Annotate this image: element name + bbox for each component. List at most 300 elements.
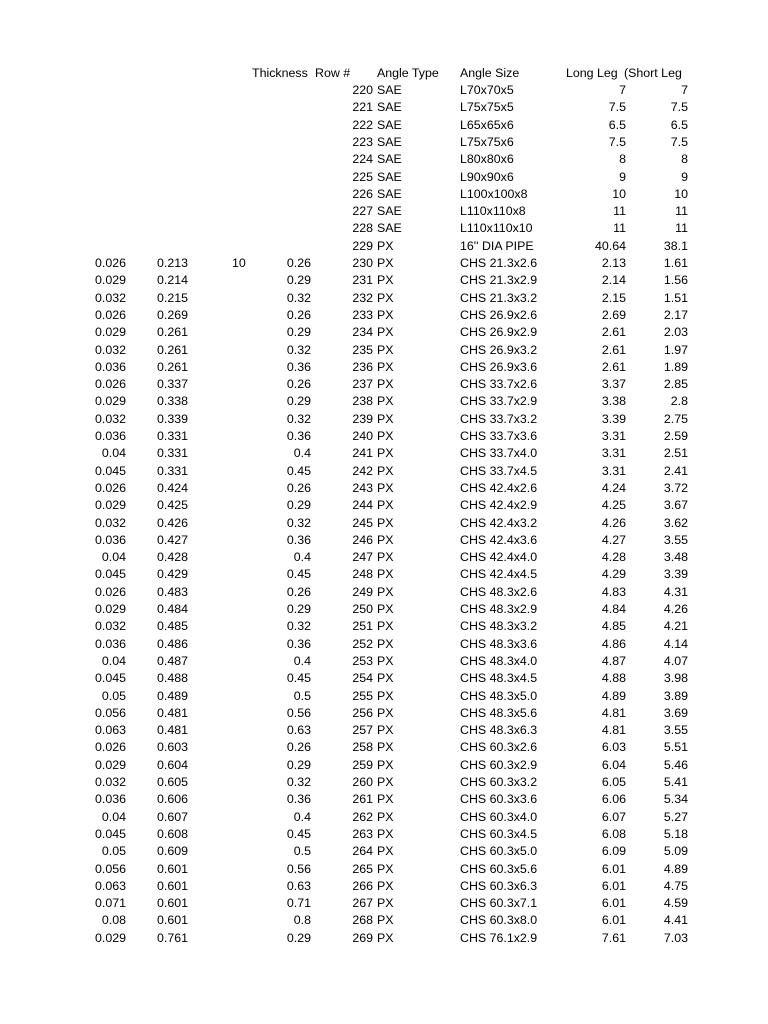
long-leg-cell: 6.01 [601, 861, 626, 876]
angle-type-cell: PX [377, 515, 394, 530]
angle-size-cell: CHS 60.3x3.6 [460, 792, 538, 807]
table-row [0, 705, 768, 722]
row-number-cell: 220 [352, 83, 373, 97]
angle-type-cell: PX [377, 584, 394, 599]
table-row [0, 930, 768, 947]
row-number-cell: 234 [352, 325, 373, 340]
thickness-cell: 0.4 [293, 653, 311, 668]
angle-type-cell: PX [377, 307, 394, 322]
angle-type-cell: PX [377, 480, 394, 495]
table-row [0, 376, 768, 393]
angle-type-cell: PX [377, 653, 394, 668]
col-a-cell: 0.029 [94, 757, 126, 772]
row-number-cell: 222 [352, 117, 373, 132]
short-leg-cell: 3.62 [663, 515, 688, 530]
row-number-cell: 259 [352, 757, 373, 772]
long-leg-cell: 3.39 [601, 411, 626, 426]
table-row [0, 151, 768, 168]
angle-size-cell: 16'' DIA PIPE [460, 238, 534, 253]
table-row [0, 463, 768, 480]
short-leg-cell: 7.5 [670, 100, 688, 115]
col-a-cell: 0.056 [94, 861, 126, 876]
angle-type-cell: PX [377, 792, 394, 807]
col-a-cell: 0.04 [101, 653, 126, 668]
col-a-cell: 0.029 [94, 273, 126, 288]
table-row [0, 584, 768, 601]
short-leg-cell: 3.48 [663, 550, 688, 565]
angle-size-cell: CHS 42.4x3.2 [460, 515, 538, 530]
thickness-cell: 0.29 [286, 498, 311, 513]
short-leg-cell: 4.89 [663, 861, 688, 876]
long-leg-cell: 4.24 [601, 480, 626, 495]
table-row [0, 169, 768, 186]
long-leg-cell: 6.04 [601, 757, 626, 772]
short-leg-cell: 2.85 [663, 377, 688, 392]
col-a-cell: 0.032 [94, 515, 126, 530]
table-row [0, 722, 768, 739]
col-b-cell: 0.607 [156, 809, 188, 824]
thickness-cell: 0.45 [286, 826, 311, 841]
col-b-cell: 0.331 [156, 446, 188, 461]
row-number-cell: 239 [352, 411, 373, 426]
long-leg-cell: 6.03 [601, 740, 626, 755]
row-number-cell: 246 [352, 532, 373, 547]
table-row [0, 134, 768, 151]
col-a-cell: 0.04 [101, 809, 126, 824]
col-a-cell: 0.08 [101, 913, 126, 928]
long-leg-cell: 4.25 [601, 498, 626, 513]
table-row [0, 290, 768, 307]
angle-size-cell: CHS 42.4x2.9 [460, 498, 538, 513]
angle-size-cell: CHS 26.9x3.6 [460, 359, 538, 374]
short-leg-cell: 4.21 [663, 619, 688, 634]
thickness-cell: 0.32 [286, 290, 311, 305]
angle-type-cell: PX [377, 619, 394, 634]
col-c-cell: 10 [232, 256, 246, 270]
col-b-cell: 0.601 [156, 861, 188, 876]
short-leg-cell: 3.72 [663, 480, 688, 495]
row-number-cell: 267 [352, 896, 373, 911]
col-a-cell: 0.036 [94, 792, 126, 807]
long-leg-cell: 6.5 [608, 117, 626, 132]
angle-type-cell: PX [377, 273, 394, 288]
angle-size-cell: CHS 60.3x8.0 [460, 913, 538, 928]
table-row [0, 342, 768, 359]
angle-type-cell: PX [377, 394, 394, 409]
angle-size-cell: CHS 33.7x3.2 [460, 411, 538, 426]
angle-size-cell: L110x110x10 [460, 221, 533, 236]
long-leg-cell: 4.83 [601, 584, 626, 599]
angle-type-cell: PX [377, 359, 394, 374]
row-number-cell: 232 [352, 290, 373, 305]
table-row [0, 809, 768, 826]
col-a-cell: 0.026 [94, 256, 126, 270]
long-leg-cell: 4.81 [601, 705, 626, 720]
thickness-cell: 0.36 [286, 636, 311, 651]
row-number-cell: 223 [352, 134, 373, 149]
table-row [0, 791, 768, 808]
col-b-cell: 0.331 [156, 463, 188, 478]
angle-size-cell: CHS 60.3x5.6 [460, 861, 538, 876]
long-leg-cell: 4.89 [601, 688, 626, 703]
angle-type-cell: PX [377, 532, 394, 547]
short-leg-cell: 4.41 [663, 913, 688, 928]
angle-type-cell: PX [377, 602, 394, 616]
col-b-cell: 0.606 [156, 792, 188, 807]
angle-size-cell: L65x65x6 [460, 117, 514, 132]
long-leg-cell: 6.05 [601, 775, 626, 789]
table-row [0, 774, 768, 791]
short-leg-cell: 5.51 [663, 740, 688, 755]
col-b-cell: 0.481 [156, 705, 188, 720]
col-b-cell: 0.608 [156, 826, 188, 841]
angle-type-cell: SAE [377, 204, 402, 219]
angle-size-cell: CHS 48.3x3.2 [460, 619, 538, 634]
row-number-cell: 265 [352, 861, 373, 876]
col-a-cell: 0.032 [94, 411, 126, 426]
table-row [0, 843, 768, 860]
long-leg-cell: 4.28 [601, 550, 626, 565]
col-b-cell: 0.424 [156, 480, 188, 495]
col-a-cell: 0.036 [94, 429, 126, 443]
col-b-cell: 0.609 [156, 844, 188, 859]
col-a-cell: 0.026 [94, 480, 126, 495]
row-number-cell: 269 [352, 930, 373, 945]
short-leg-cell: 2.41 [663, 463, 688, 478]
angle-size-cell: CHS 60.3x4.0 [460, 809, 538, 824]
col-b-cell: 0.481 [156, 723, 188, 738]
row-number-cell: 241 [352, 446, 373, 461]
angle-type-cell: PX [377, 930, 394, 945]
col-a-cell: 0.063 [94, 723, 126, 738]
table-row [0, 307, 768, 324]
long-leg-cell: 8 [619, 152, 626, 167]
col-b-cell: 0.337 [156, 377, 188, 392]
short-leg-cell: 1.56 [663, 273, 688, 288]
header-angle-type: Angle Type [377, 66, 439, 80]
angle-size-cell: L110x110x8 [460, 204, 526, 219]
angle-size-cell: CHS 60.3x6.3 [460, 878, 538, 893]
angle-size-cell: CHS 26.9x2.6 [460, 307, 538, 322]
angle-size-cell: CHS 42.4x4.0 [460, 550, 538, 565]
angle-type-cell: PX [377, 377, 394, 392]
col-b-cell: 0.261 [156, 325, 188, 340]
angle-type-cell: PX [377, 757, 394, 772]
col-b-cell: 0.601 [156, 913, 188, 928]
col-b-cell: 0.261 [156, 359, 188, 374]
col-a-cell: 0.026 [94, 740, 126, 755]
thickness-cell: 0.32 [286, 411, 311, 426]
long-leg-cell: 4.29 [601, 567, 626, 582]
col-a-cell: 0.029 [94, 602, 126, 616]
row-number-cell: 237 [352, 377, 373, 392]
col-a-cell: 0.045 [94, 463, 126, 478]
angle-type-cell: PX [377, 342, 394, 357]
angle-type-cell: PX [377, 723, 394, 738]
angle-type-cell: PX [377, 688, 394, 703]
row-number-cell: 221 [352, 100, 373, 115]
angle-type-cell: PX [377, 636, 394, 651]
thickness-cell: 0.29 [286, 273, 311, 288]
col-a-cell: 0.05 [101, 844, 126, 859]
table-row [0, 670, 768, 687]
thickness-cell: 0.56 [286, 861, 311, 876]
thickness-cell: 0.45 [286, 671, 311, 686]
short-leg-cell: 8 [681, 152, 688, 167]
long-leg-cell: 2.69 [601, 307, 626, 322]
col-a-cell: 0.045 [94, 671, 126, 686]
angle-size-cell: CHS 33.7x2.9 [460, 394, 538, 409]
row-number-cell: 235 [352, 342, 373, 357]
table-row [0, 549, 768, 566]
long-leg-cell: 2.61 [601, 325, 626, 340]
thickness-cell: 0.5 [293, 844, 311, 859]
row-number-cell: 240 [352, 429, 373, 443]
row-number-cell: 263 [352, 826, 373, 841]
col-a-cell: 0.032 [94, 775, 126, 789]
row-number-cell: 252 [352, 636, 373, 651]
thickness-cell: 0.29 [286, 757, 311, 772]
row-number-cell: 225 [352, 169, 373, 184]
short-leg-cell: 7.5 [670, 134, 688, 149]
table-row [0, 203, 768, 220]
col-a-cell: 0.032 [94, 342, 126, 357]
row-number-cell: 224 [352, 152, 373, 167]
short-leg-cell: 6.5 [670, 117, 688, 132]
thickness-cell: 0.8 [293, 913, 311, 928]
col-b-cell: 0.601 [156, 896, 188, 911]
table-row [0, 99, 768, 116]
table-row [0, 272, 768, 289]
table-row [0, 428, 768, 445]
short-leg-cell: 4.26 [663, 602, 688, 616]
row-number-cell: 227 [352, 204, 373, 219]
long-leg-cell: 2.13 [601, 256, 626, 270]
angle-type-cell: PX [377, 844, 394, 859]
col-a-cell: 0.045 [94, 567, 126, 582]
short-leg-cell: 4.14 [663, 636, 688, 651]
header-row [0, 65, 768, 82]
angle-type-cell: PX [377, 498, 394, 513]
angle-type-cell: PX [377, 809, 394, 824]
col-b-cell: 0.426 [156, 515, 188, 530]
col-b-cell: 0.269 [156, 307, 188, 322]
row-number-cell: 255 [352, 688, 373, 703]
header-long-leg: Long Leg [566, 66, 618, 80]
row-number-cell: 247 [352, 550, 373, 565]
long-leg-cell: 6.01 [601, 878, 626, 893]
thickness-cell: 0.4 [293, 809, 311, 824]
angle-type-cell: PX [377, 446, 394, 461]
long-leg-cell: 4.26 [601, 515, 626, 530]
row-number-cell: 262 [352, 809, 373, 824]
thickness-cell: 0.4 [293, 446, 311, 461]
thickness-cell: 0.71 [286, 896, 311, 911]
thickness-cell: 0.29 [286, 325, 311, 340]
long-leg-cell: 7.5 [608, 134, 626, 149]
col-b-cell: 0.214 [156, 273, 188, 288]
short-leg-cell: 3.55 [663, 532, 688, 547]
angle-size-cell: CHS 21.3x2.6 [460, 256, 538, 270]
table-row [0, 532, 768, 549]
angle-size-cell: L75x75x5 [460, 100, 514, 115]
thickness-cell: 0.32 [286, 619, 311, 634]
short-leg-cell: 38.1 [663, 238, 688, 253]
short-leg-cell: 2.03 [663, 325, 688, 340]
col-a-cell: 0.04 [101, 446, 126, 461]
col-a-cell: 0.029 [94, 930, 126, 945]
angle-size-cell: CHS 33.7x4.5 [460, 463, 538, 478]
long-leg-cell: 3.31 [601, 463, 626, 478]
angle-size-cell: L90x90x6 [460, 169, 514, 184]
angle-size-cell: CHS 26.9x3.2 [460, 342, 538, 357]
long-leg-cell: 4.81 [601, 723, 626, 738]
row-number-cell: 228 [352, 221, 373, 236]
thickness-cell: 0.63 [286, 723, 311, 738]
long-leg-cell: 4.27 [601, 532, 626, 547]
row-number-cell: 226 [352, 186, 373, 201]
table-row [0, 255, 768, 272]
row-number-cell: 233 [352, 307, 373, 322]
thickness-cell: 0.29 [286, 602, 311, 616]
thickness-cell: 0.45 [286, 567, 311, 582]
angle-type-cell: PX [377, 429, 394, 443]
short-leg-cell: 1.97 [663, 342, 688, 357]
angle-type-cell: PX [377, 878, 394, 893]
row-number-cell: 229 [352, 238, 373, 253]
short-leg-cell: 1.61 [663, 256, 688, 270]
angle-type-cell: PX [377, 411, 394, 426]
angle-size-cell: CHS 48.3x5.6 [460, 705, 538, 720]
angle-type-cell: PX [377, 256, 394, 270]
angle-size-cell: CHS 42.4x4.5 [460, 567, 538, 582]
angle-size-cell: L70x70x5 [460, 83, 514, 97]
col-b-cell: 0.487 [156, 653, 188, 668]
long-leg-cell: 2.14 [601, 273, 626, 288]
angle-size-cell: CHS 21.3x2.9 [460, 273, 538, 288]
angle-size-cell: CHS 48.3x6.3 [460, 723, 538, 738]
col-a-cell: 0.071 [94, 896, 126, 911]
angle-size-cell: CHS 42.4x2.6 [460, 480, 538, 495]
row-number-cell: 244 [352, 498, 373, 513]
long-leg-cell: 4.87 [601, 653, 626, 668]
col-b-cell: 0.604 [156, 757, 188, 772]
long-leg-cell: 9 [619, 169, 626, 184]
col-b-cell: 0.429 [156, 567, 188, 582]
row-number-cell: 238 [352, 394, 373, 409]
short-leg-cell: 3.98 [663, 671, 688, 686]
thickness-cell: 0.26 [286, 256, 311, 270]
angle-size-cell: CHS 26.9x2.9 [460, 325, 538, 340]
col-b-cell: 0.605 [156, 775, 188, 789]
angle-type-cell: PX [377, 775, 394, 789]
col-b-cell: 0.261 [156, 342, 188, 357]
angle-size-cell: CHS 21.3x3.2 [460, 290, 538, 305]
thickness-cell: 0.26 [286, 307, 311, 322]
long-leg-cell: 2.15 [601, 290, 626, 305]
col-a-cell: 0.036 [94, 532, 126, 547]
row-number-cell: 257 [352, 723, 373, 738]
table-row [0, 636, 768, 653]
short-leg-cell: 11 [675, 204, 688, 219]
angle-type-cell: PX [377, 826, 394, 841]
short-leg-cell: 2.8 [670, 394, 688, 409]
col-a-cell: 0.029 [94, 325, 126, 340]
short-leg-cell: 7 [681, 83, 688, 97]
long-leg-cell: 6.07 [601, 809, 626, 824]
short-leg-cell: 10 [674, 186, 688, 201]
short-leg-cell: 3.69 [663, 705, 688, 720]
row-number-cell: 243 [352, 480, 373, 495]
col-b-cell: 0.428 [156, 550, 188, 565]
short-leg-cell: 2.51 [663, 446, 688, 461]
row-number-cell: 268 [352, 913, 373, 928]
table-row [0, 220, 768, 237]
col-a-cell: 0.045 [94, 826, 126, 841]
row-number-cell: 249 [352, 584, 373, 599]
thickness-cell: 0.36 [286, 532, 311, 547]
col-b-cell: 0.215 [156, 290, 188, 305]
table-row [0, 117, 768, 134]
col-a-cell: 0.026 [94, 377, 126, 392]
short-leg-cell: 2.75 [663, 411, 688, 426]
table-row [0, 359, 768, 376]
short-leg-cell: 5.46 [663, 757, 688, 772]
row-number-cell: 242 [352, 463, 373, 478]
angle-type-cell: SAE [377, 186, 402, 201]
table-row [0, 653, 768, 670]
col-a-cell: 0.036 [94, 636, 126, 651]
col-a-cell: 0.056 [94, 705, 126, 720]
table-row [0, 688, 768, 705]
long-leg-cell: 40.64 [594, 238, 626, 253]
long-leg-cell: 3.38 [601, 394, 626, 409]
short-leg-cell: 4.07 [663, 653, 688, 668]
short-leg-cell: 4.59 [663, 896, 688, 911]
long-leg-cell: 2.61 [601, 342, 626, 357]
long-leg-cell: 7 [619, 83, 626, 97]
long-leg-cell: 4.85 [601, 619, 626, 634]
long-leg-cell: 6.01 [601, 913, 626, 928]
col-b-cell: 0.484 [156, 602, 188, 616]
table-row [0, 411, 768, 428]
short-leg-cell: 4.31 [663, 584, 688, 599]
header-row-number: Row # [315, 66, 351, 80]
thickness-cell: 0.36 [286, 792, 311, 807]
angle-size-cell: CHS 60.3x2.6 [460, 740, 538, 755]
header-short-leg: (Short Leg [624, 66, 682, 80]
angle-type-cell: PX [377, 325, 394, 340]
table-row [0, 618, 768, 635]
angle-type-cell: SAE [377, 100, 402, 115]
header-thickness: Thickness [252, 66, 308, 80]
long-leg-cell: 6.06 [601, 792, 626, 807]
table-row [0, 757, 768, 774]
angle-size-cell: CHS 48.3x2.6 [460, 584, 538, 599]
col-b-cell: 0.331 [156, 429, 188, 443]
thickness-cell: 0.36 [286, 429, 311, 443]
short-leg-cell: 9 [681, 169, 688, 184]
col-b-cell: 0.425 [156, 498, 188, 513]
angle-size-cell: CHS 76.1x2.9 [460, 930, 538, 945]
table-row [0, 826, 768, 843]
angle-size-cell: CHS 48.3x2.9 [460, 602, 538, 616]
col-a-cell: 0.029 [94, 498, 126, 513]
row-number-cell: 251 [352, 619, 373, 634]
col-b-cell: 0.338 [156, 394, 188, 409]
thickness-cell: 0.5 [293, 688, 311, 703]
angle-type-cell: PX [377, 740, 394, 755]
